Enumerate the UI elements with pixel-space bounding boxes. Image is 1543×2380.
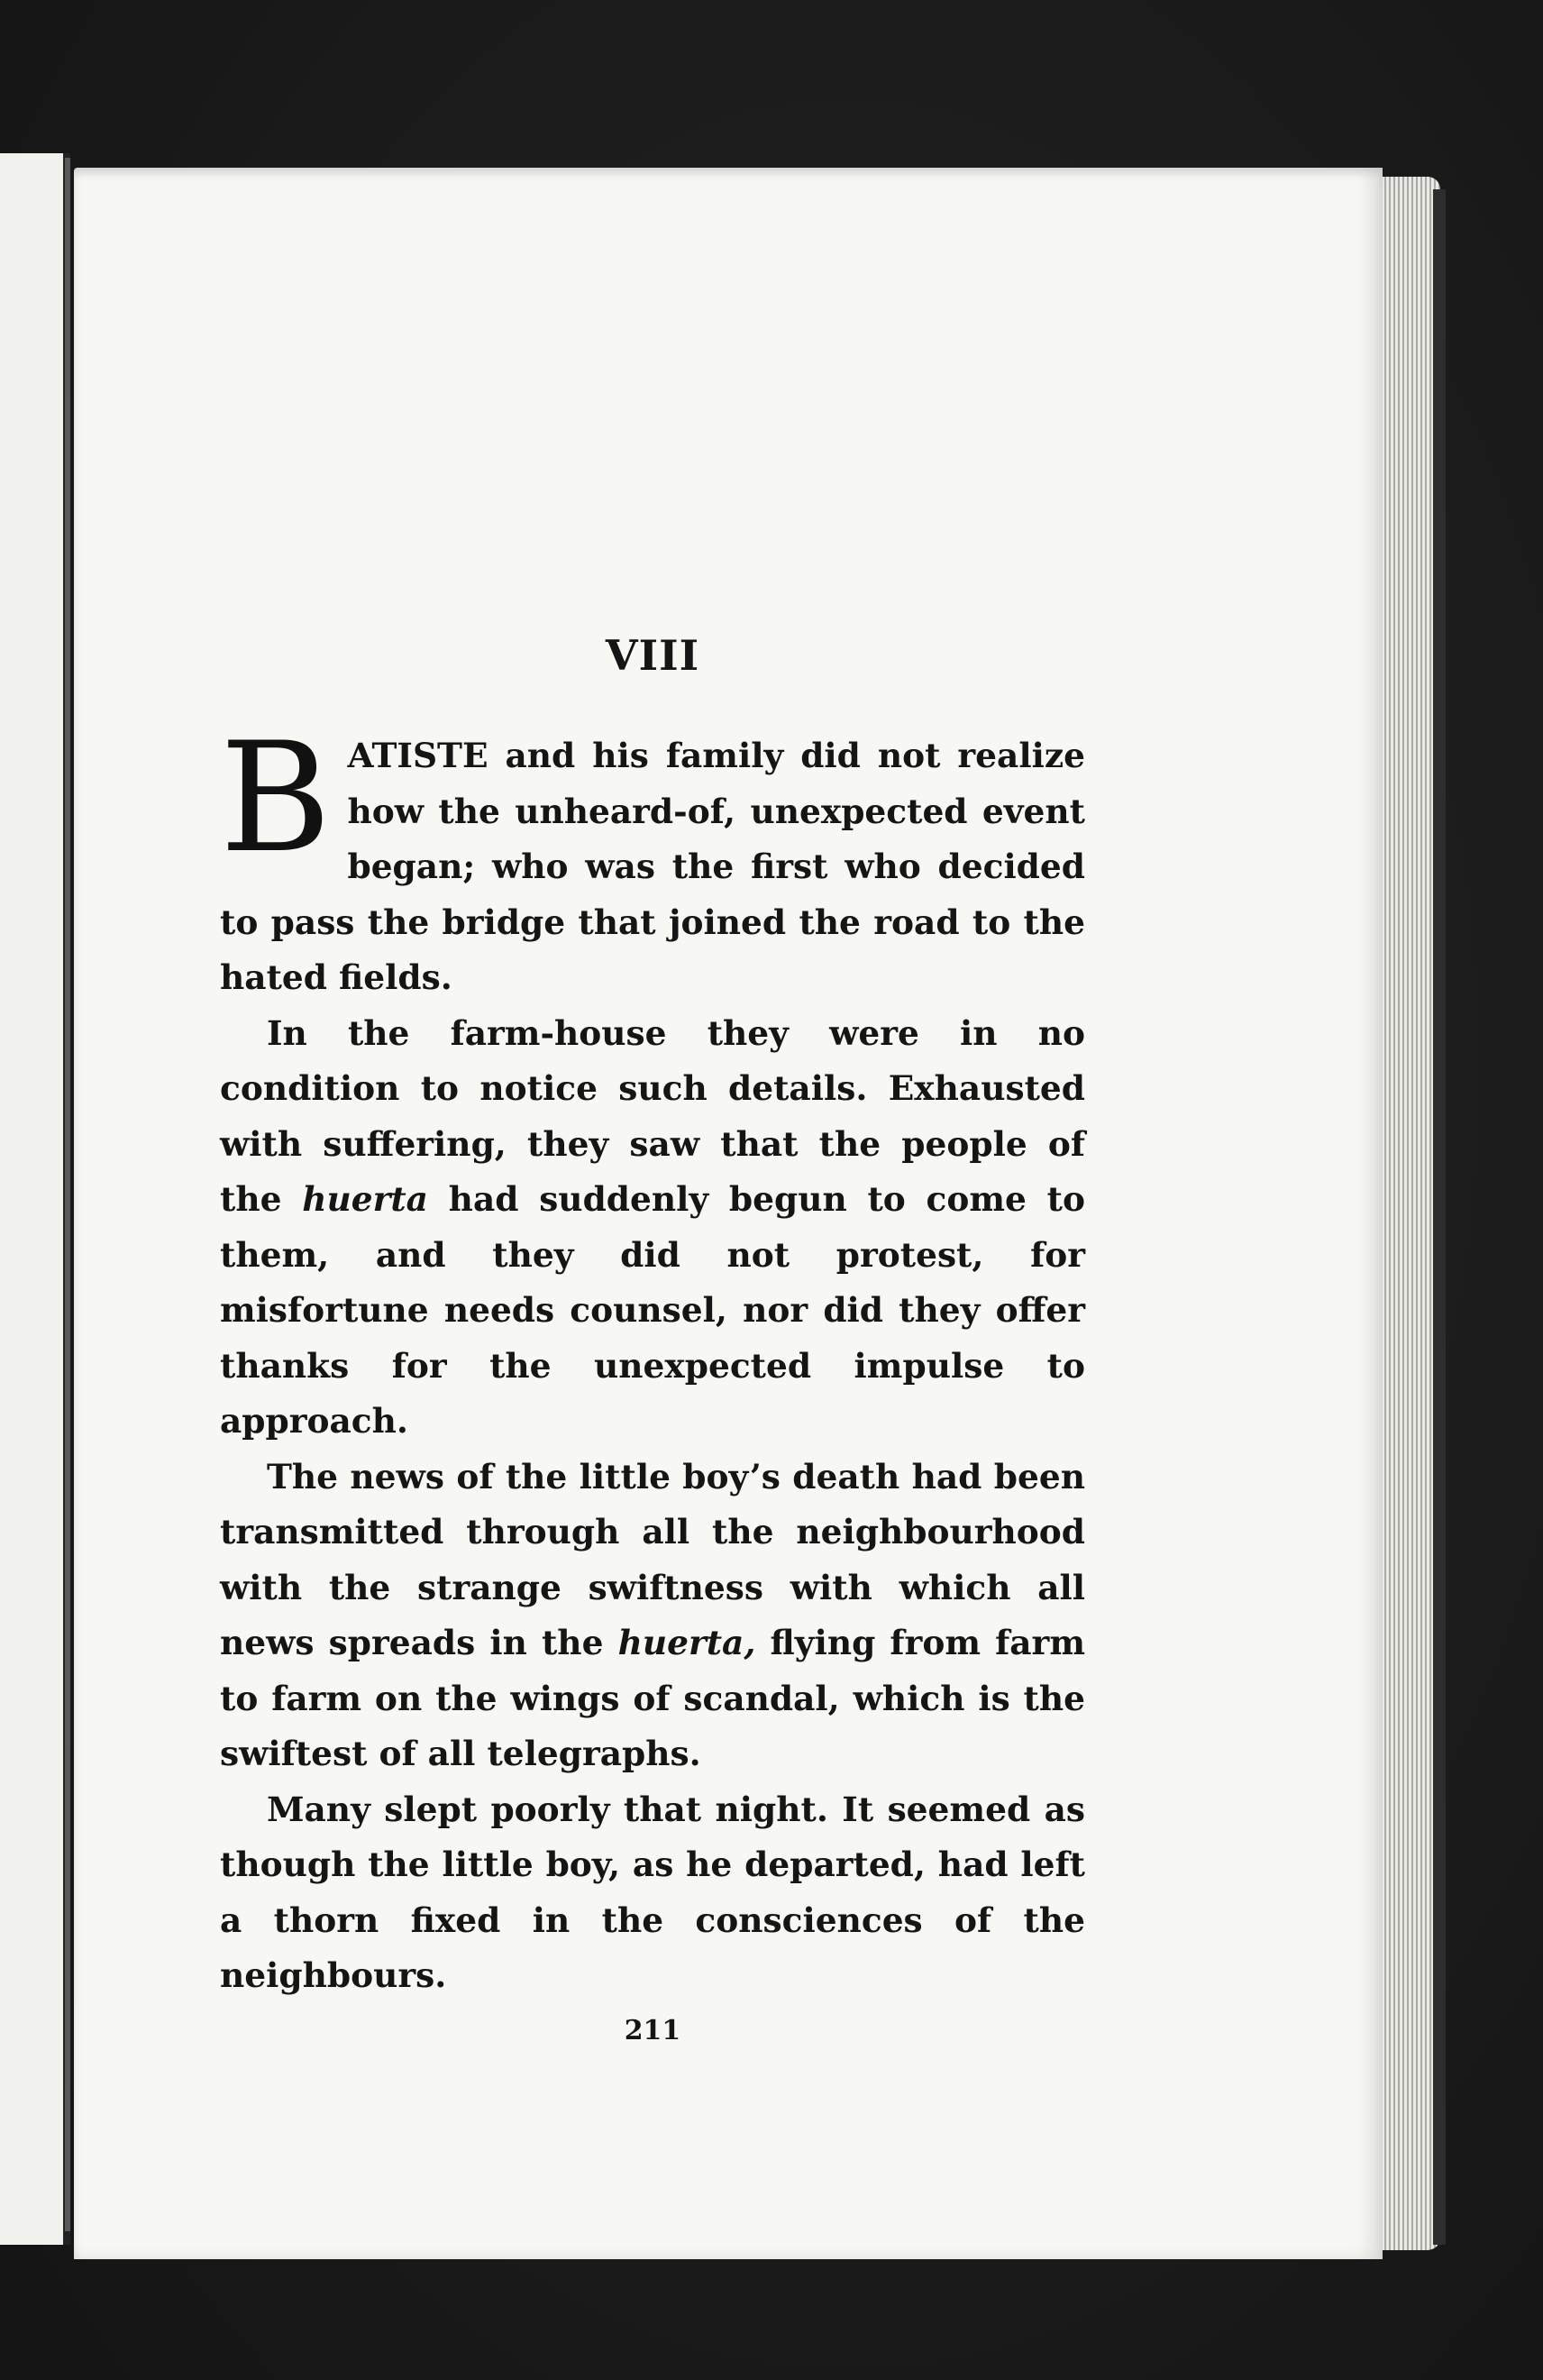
paragraph-3	[220, 1450, 1085, 1782]
paragraph-2-text-a: In the farm-house they were in no condition to notice such details. Exhausted with suffering, they saw that the people of the	[220, 1012, 1085, 1219]
gutter-shadow	[65, 158, 70, 2231]
cover-edge	[1433, 189, 1446, 2245]
paragraph-3-text-a: The news of the little boy’s death had been transmitted through all the neighbourhood with the strange swiftness with which all news spreads in the	[220, 1456, 1085, 1662]
paragraph-4	[220, 1782, 1085, 2004]
drop-cap: B	[220, 709, 332, 886]
facing-page-edge	[0, 153, 70, 2245]
paragraph-2-text-b: had suddenly begun to come to them, and they did not protest, for misfortune needs counsel, nor did they offer thanks for the unexpected impulse to approach.	[220, 1179, 1085, 1441]
paragraph-2	[220, 1006, 1085, 1450]
paragraph-1-text: ATISTE and his family did not realize how the unheard-of, unexpected event began; who was the first who decided to pass the bridge that joined the road to the hated fields.	[220, 736, 1085, 997]
paragraph-2-italic: huerta	[302, 1179, 428, 1219]
page-stack-edge	[1377, 177, 1440, 2250]
paragraph-1	[220, 709, 1085, 1006]
page-text	[220, 631, 1085, 2046]
paragraph-3-italic: huerta,	[617, 1623, 756, 1662]
paragraph-3-text-b: flying from farm to farm on the wings of scandal, which is the swiftest of all telegraphs.	[220, 1623, 1085, 1773]
paragraph-4-text: Many slept poorly that night. It seemed as though the little boy, as he departed, had left a thorn fixed in the consciences of the neighbours.	[220, 1789, 1085, 1995]
page-number: 211	[624, 2014, 681, 2046]
chapter-heading: VIII	[605, 631, 700, 680]
